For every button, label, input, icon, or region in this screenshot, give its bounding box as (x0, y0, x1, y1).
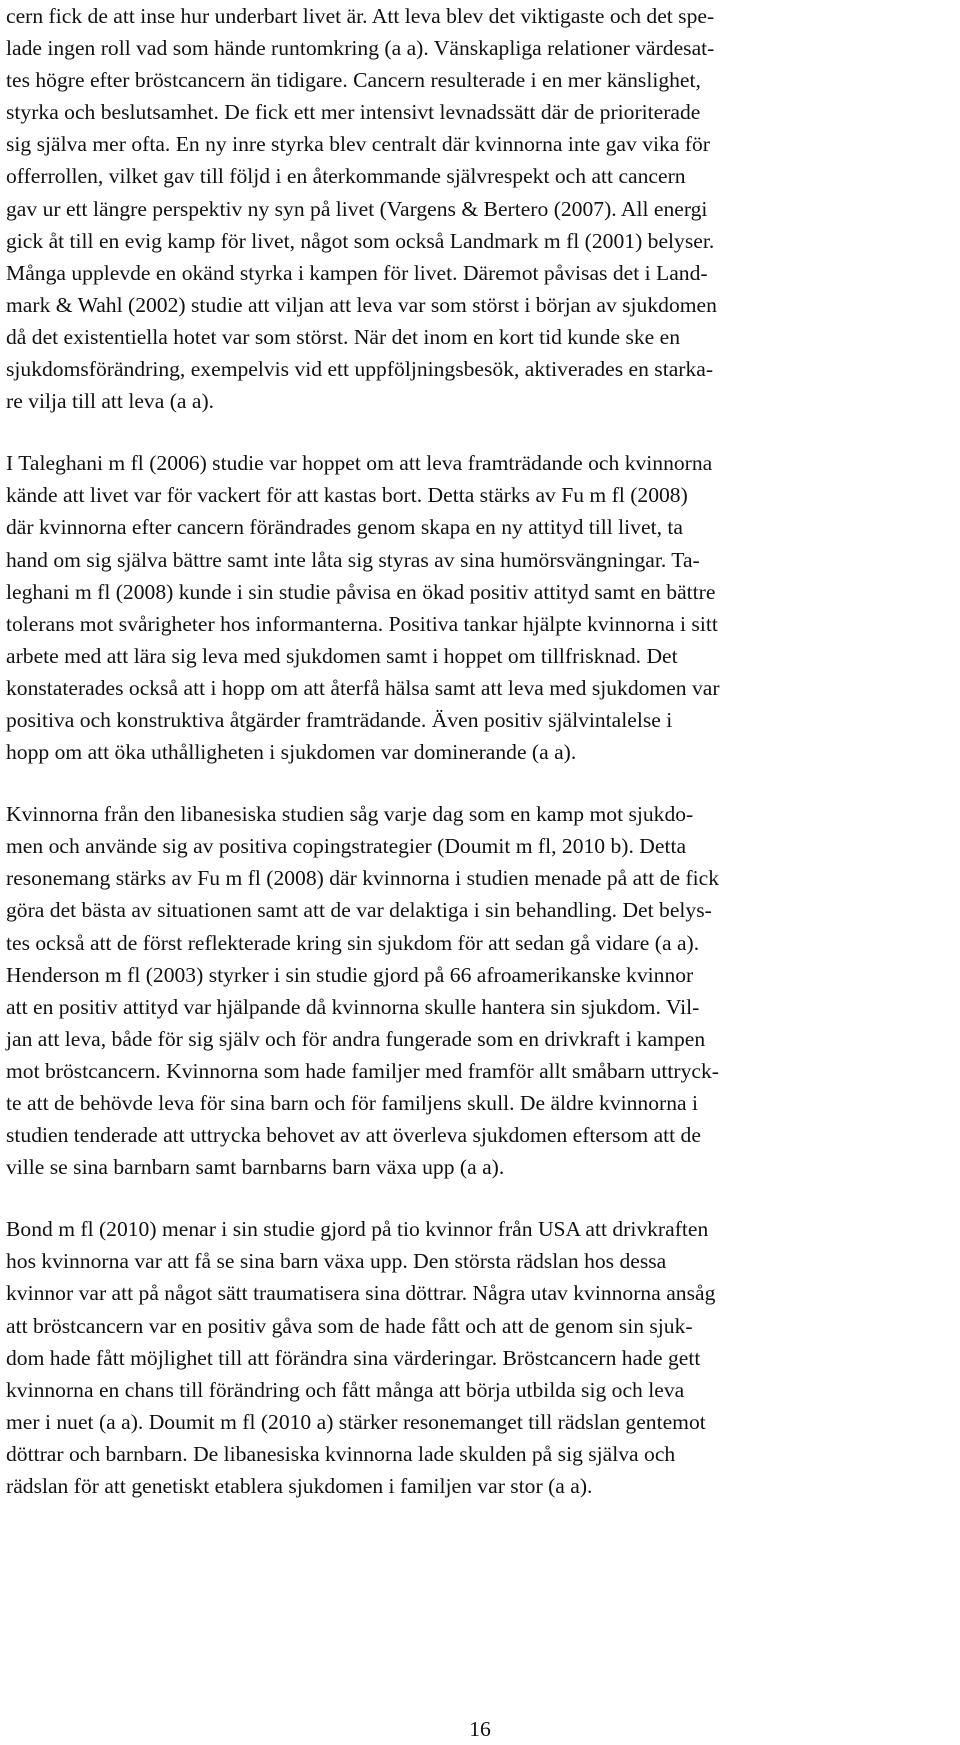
text-line: kvinnor var att på något sätt traumatisera sina döttrar. Några utav kvinnorna ansåg (6, 1281, 716, 1306)
paragraph (6, 447, 950, 768)
text-line: Många upplevde en okänd styrka i kampen för livet. Däremot påvisas det i Land- (6, 260, 708, 285)
text-line: positiva och konstruktiva åtgärder framträdande. Även positiv självintalelse i (6, 707, 673, 732)
text-line: arbete med att lära sig leva med sjukdomen samt i hoppet om tillfrisknad. Det (6, 643, 678, 668)
text-line: styrka och beslutsamhet. De fick ett mer intensivt levnadssätt där de prioriterade (6, 100, 701, 125)
text-line: lade ingen roll vad som hände runtomkring (a a). Vänskapliga relationer värdesat- (6, 36, 715, 61)
text-line: att en positiv attityd var hjälpande då kvinnorna skulle hantera sin sjukdom. Vil- (6, 994, 700, 1019)
text-line: men och använde sig av positiva copingstrategier (Doumit m fl, 2010 b). Detta (6, 834, 687, 859)
text-line: döttrar och barnbarn. De libanesiska kvinnorna lade skulden på sig själva och (6, 1441, 676, 1466)
text-line: att bröstcancern var en positiv gåva som de hade fått och att de genom sin sjuk- (6, 1313, 693, 1338)
text-line: där kvinnorna efter cancern förändrades genom skapa en ny attityd till livet, ta (6, 515, 683, 540)
page-number: 16 (469, 1717, 491, 1741)
text-line: hand om sig själva bättre samt inte låta sig styras av sina humörsvängningar. Ta- (6, 547, 700, 572)
text-line: leghani m fl (2008) kunde i sin studie påvisa en ökad positiv attityd samt en bättre (6, 579, 716, 604)
text-line: tes högre efter bröstcancern än tidigare. Cancern resulterade i en mer känslighet, (6, 68, 701, 93)
text-line: offerrollen, vilket gav till följd i en återkommande självrespekt och att cancern (6, 164, 686, 189)
text-line: kände att livet var för vackert för att kastas bort. Detta stärks av Fu m fl (2008) (6, 483, 688, 508)
text-line: I Taleghani m fl (2006) studie var hoppet om att leva framträdande och kvinnorna (6, 451, 713, 476)
text-line: re vilja till att leva (a a). (6, 389, 215, 414)
text-line: då det existentiella hotet var som störst. När det inom en kort tid kunde ske en (6, 324, 681, 349)
text-line: mer i nuet (a a). Doumit m fl (2010 a) stärker resonemanget till rädslan gentemot (6, 1409, 706, 1434)
text-line: te att de behövde leva för sina barn och för familjens skull. De äldre kvinnorna i (6, 1091, 698, 1115)
text-line: jan att leva, både för sig själv och för andra fungerade som en drivkraft i kampen (6, 1026, 706, 1051)
text-line: studien tenderade att uttrycka behovet av att överleva sjukdomen eftersom att de (6, 1123, 701, 1148)
text-line: Bond m fl (2010) menar i sin studie gjord på tio kvinnor från USA att drivkraften (6, 1217, 709, 1242)
text-line: cern fick de att inse hur underbart livet är. Att leva blev det viktigaste och det spe- (6, 4, 715, 28)
text-line: sig själva mer ofta. En ny inre styrka blev centralt där kvinnorna inte gav vika för (6, 132, 710, 157)
paragraph (6, 798, 950, 1183)
body-text (6, 0, 950, 1532)
text-line: mark & Wahl (2002) studie att viljan att leva var som störst i början av sjukdomen (6, 292, 717, 317)
text-line: tolerans mot svårigheter hos informanterna. Positiva tankar hjälpte kvinnorna i sitt (6, 611, 718, 636)
text-line: ville se sina barnbarn samt barnbarns barn växa upp (a a). (6, 1155, 505, 1180)
text-line: gav ur ett längre perspektiv ny syn på livet (Vargens & Bertero (2007). All energi (6, 196, 708, 221)
paragraph (6, 0, 950, 417)
text-line: Henderson m fl (2003) styrker i sin studie gjord på 66 afroamerikanske kvinnor (6, 962, 694, 987)
text-line: hopp om att öka uthålligheten i sjukdomen var dominerande (a a). (6, 740, 577, 765)
text-line: göra det bästa av situationen samt att de var delaktiga i sin behandling. Det belys- (6, 898, 712, 923)
text-line: mot bröstcancern. Kvinnorna som hade familjer med framför allt småbarn uttryck- (6, 1058, 719, 1083)
text-line: sjukdomsförändring, exempelvis vid ett uppföljningsbesök, aktiverades en starka- (6, 357, 714, 382)
paragraph (6, 1213, 950, 1502)
text-line: dom hade fått möjlighet till att förändra sina värderingar. Bröstcancern hade gett (6, 1345, 701, 1370)
text-line: rädslan för att genetiskt etablera sjukdomen i familjen var stor (a a). (6, 1474, 593, 1499)
text-line: tes också att de först reflekterade kring sin sjukdom för att sedan gå vidare (a a). (6, 930, 700, 955)
text-line: hos kvinnorna var att få se sina barn växa upp. Den största rädslan hos dessa (6, 1249, 667, 1274)
text-line: konstaterades också att i hopp om att återfå hälsa samt att leva med sjukdomen var (6, 675, 720, 700)
text-line: gick åt till en evig kamp för livet, något som också Landmark m fl (2001) belyser. (6, 228, 715, 253)
text-line: Kvinnorna från den libanesiska studien såg varje dag som en kamp mot sjukdo- (6, 802, 694, 827)
text-line: resonemang stärks av Fu m fl (2008) där kvinnorna i studien menade på att de fick (6, 866, 719, 891)
text-line: kvinnorna en chans till förändring och fått många att börja utbilda sig och leva (6, 1377, 685, 1402)
